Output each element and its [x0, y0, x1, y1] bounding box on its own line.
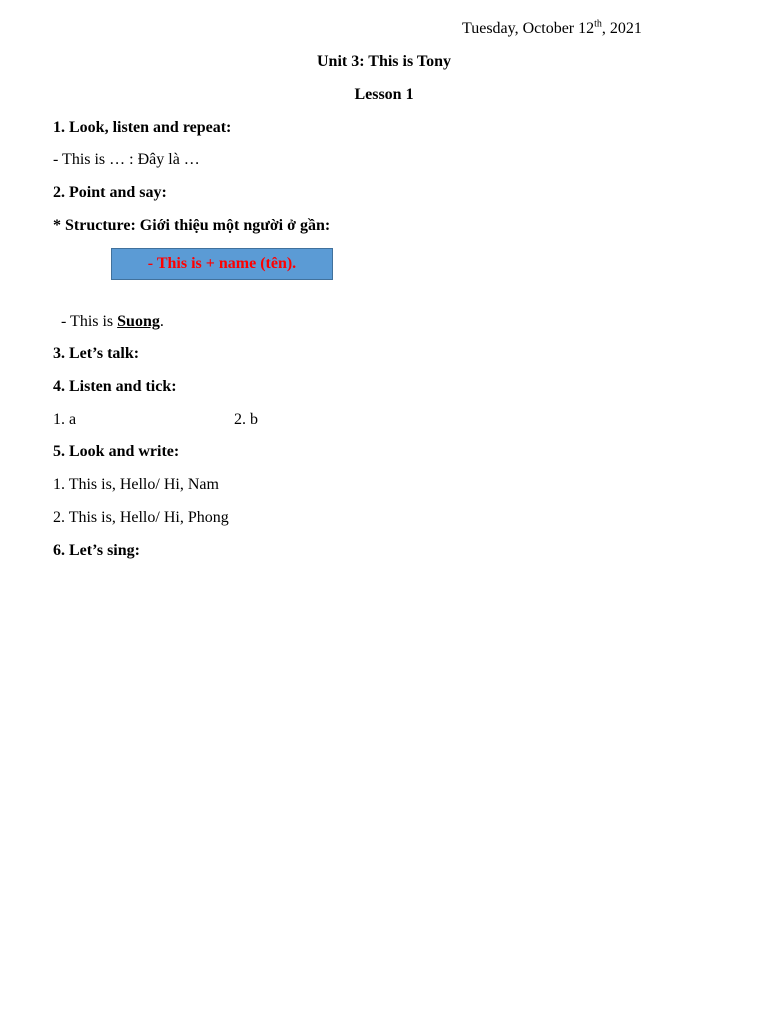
section-6-heading: 6. Let’s sing: [53, 542, 140, 559]
write-line-1: 1. This is, Hello/ Hi, Nam [53, 476, 219, 493]
example-line [61, 312, 164, 332]
section-1-body: - This is … : Đây là … [53, 151, 200, 168]
write-line-2: 2. This is, Hello/ Hi, Phong [53, 509, 229, 526]
section-1-heading: 1. Look, listen and repeat: [53, 119, 232, 136]
date-ordinal: th [594, 18, 602, 30]
section-2-heading: 2. Point and say: [53, 184, 167, 201]
section-4-heading: 4. Listen and tick: [53, 378, 177, 395]
answer-1: 1. a [53, 411, 77, 428]
unit-title: Unit 3: This is Tony [317, 53, 451, 70]
example-name: Suong [117, 313, 160, 330]
example-suffix: . [159, 313, 164, 330]
structure-label: * Structure: Giới thiệu một người ở gần: [53, 217, 331, 234]
answer-2: 2. b [234, 411, 258, 428]
structure-box [111, 248, 333, 280]
lesson-title: Lesson 1 [354, 86, 414, 103]
date-year: , 2021 [601, 20, 642, 37]
section-5-heading: 5. Look and write: [53, 443, 180, 460]
structure-formula: - This is + name (tên). [147, 255, 297, 272]
date-text: Tuesday, October 12 [462, 20, 595, 37]
section-3-heading: 3. Let’s talk: [53, 345, 140, 362]
example-prefix: - This is [61, 313, 118, 330]
date-line [462, 19, 642, 39]
